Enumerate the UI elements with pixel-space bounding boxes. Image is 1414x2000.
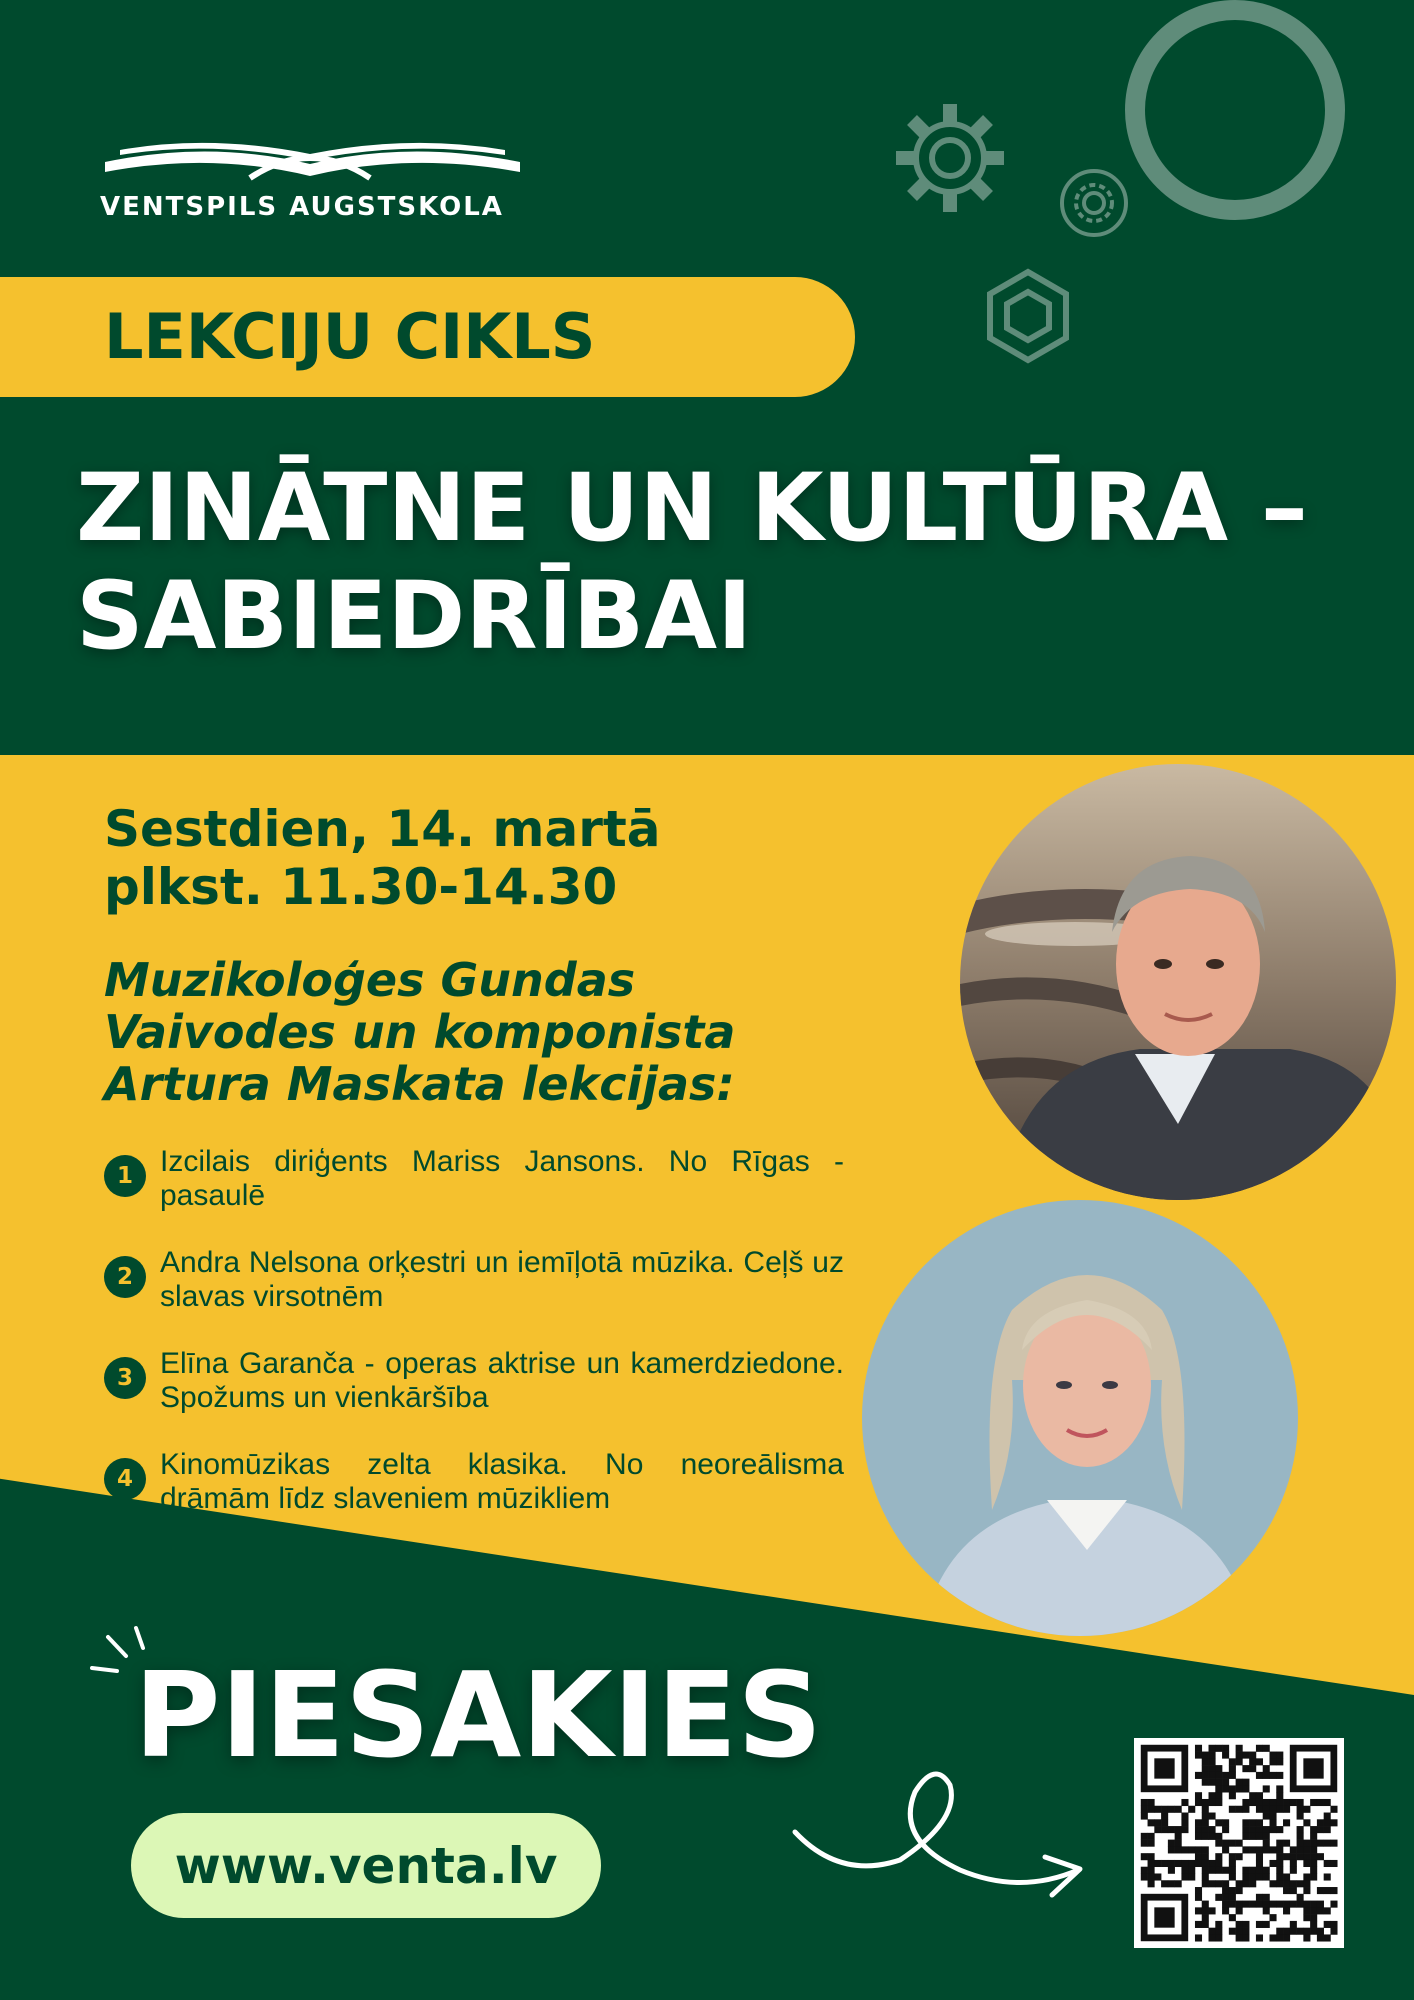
title-line-2: SABIEDRĪBAI (76, 562, 753, 671)
number-badge: 4 (104, 1458, 146, 1500)
lecture-title: Elīna Garanča - operas aktrise un kamerdziedone. Spožums un vienkāršība (160, 1347, 844, 1414)
event-date: Sestdien, 14. martā (104, 800, 661, 858)
lecturer-photo-woman (862, 1200, 1298, 1636)
number-badge: 2 (104, 1256, 146, 1298)
qr-code[interactable] (1134, 1738, 1344, 1948)
website-url: www.venta.lv (174, 1836, 558, 1895)
curly-arrow-icon (795, 1774, 1078, 1882)
ring-decoration (1135, 10, 1335, 210)
gear-icon (896, 104, 1004, 212)
list-item (104, 1347, 844, 1448)
lecture-title: Andra Nelsona orķestri un iemīļotā mūzika. Ceļš uz slavas virsotnēm (160, 1246, 844, 1313)
page-title (76, 455, 1376, 671)
lecture-title: Izcilais diriģents Mariss Jansons. No Rīgas - pasaulē (160, 1145, 844, 1212)
list-item (104, 1246, 844, 1347)
lecturers-line-1: Muzikoloģes Gundas (104, 953, 636, 1007)
event-datetime (104, 800, 661, 916)
cta-heading: PIESAKIES (134, 1646, 823, 1784)
lecturer-photo-man (960, 764, 1396, 1200)
lecture-title: Kinomūzikas zelta klasika. No neoreālisma drāmām līdz slaveniem mūzikliem (160, 1448, 844, 1515)
logo-book-icon (100, 132, 525, 184)
small-gear-icon (1062, 171, 1126, 235)
number-badge: 3 (104, 1357, 146, 1399)
event-time: plkst. 11.30-14.30 (104, 858, 618, 916)
list-item (104, 1448, 844, 1549)
logo-text: VENTSPILS AUGSTSKOLA (100, 192, 504, 222)
lecturers-heading (104, 954, 735, 1110)
logo (100, 132, 525, 222)
title-line-1: ZINĀTNE UN KULTŪRA – (76, 454, 1308, 563)
lecturers-line-3: Artura Maskata lekcijas: (104, 1057, 735, 1111)
series-tag: LEKCIJU CIKLS (104, 300, 596, 373)
hexagon-nut-icon (990, 272, 1066, 360)
lecture-list (104, 1145, 844, 1549)
list-item (104, 1145, 844, 1246)
lecturers-line-2: Vaivodes un komponista (104, 1005, 736, 1059)
number-badge: 1 (104, 1155, 146, 1197)
website-link[interactable] (131, 1813, 601, 1918)
